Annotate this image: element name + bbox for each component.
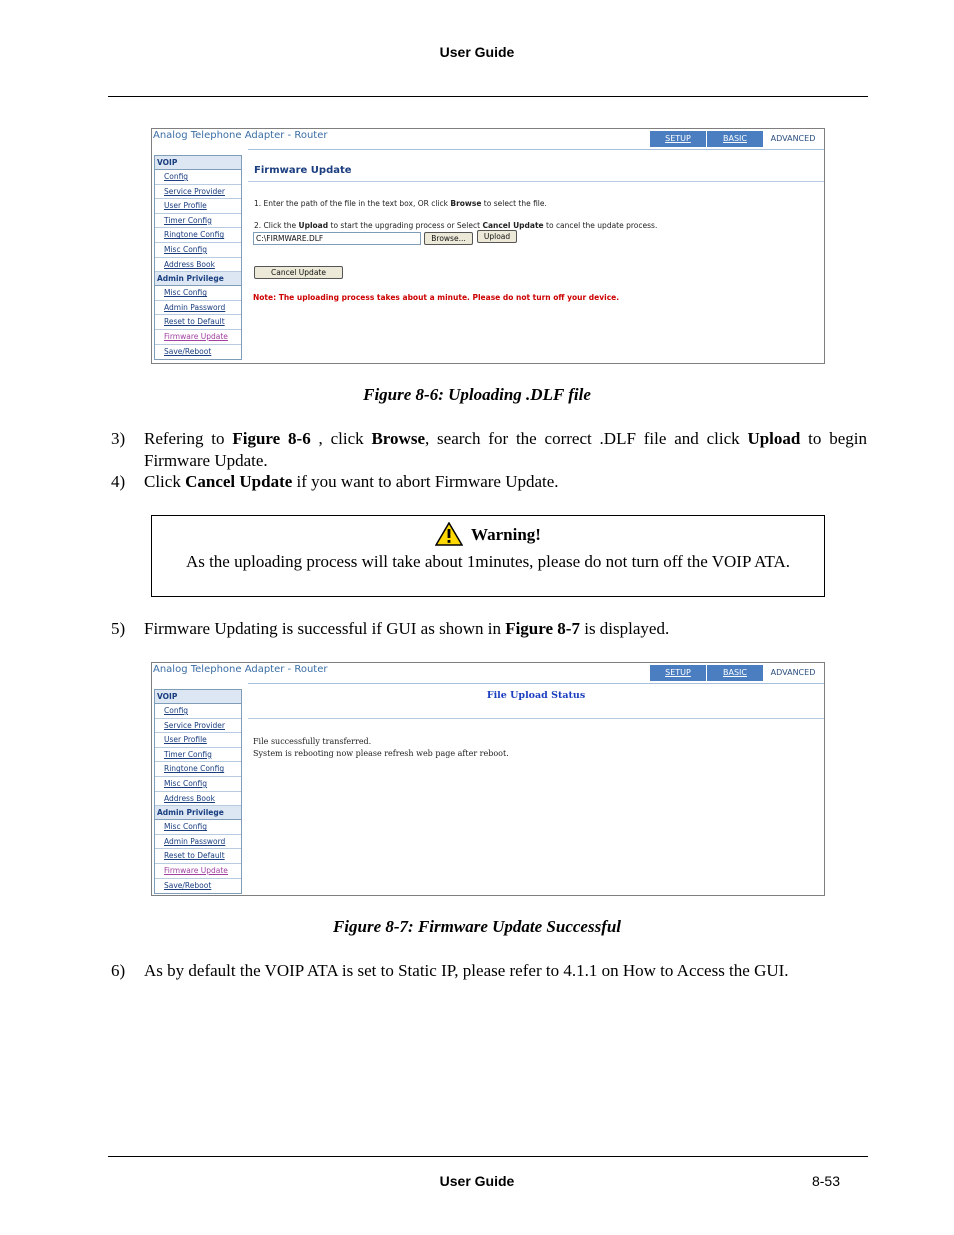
sidebar-section-admin: Admin Privilege (155, 806, 241, 820)
sidebar-item-firmware-update[interactable]: Firmware Update (155, 330, 241, 345)
warning-title: Warning! (435, 522, 541, 546)
status-line-2: System is rebooting now please refresh web page after reboot. (253, 749, 509, 758)
page-header: User Guide (439, 44, 515, 60)
page-number: 8-53 (811, 1173, 840, 1189)
tab-advanced-2[interactable]: ADVANCED (764, 665, 822, 681)
sidebar-item-address-book[interactable]: Address Book (155, 792, 241, 807)
status-line-1: File successfully transferred. (253, 737, 372, 746)
page-title: Firmware Update (254, 165, 352, 176)
sidebar-item-admin-password[interactable]: Admin Password (155, 301, 241, 316)
sidebar-item-admin-misc-config[interactable]: Misc Config (155, 286, 241, 301)
sidebar-item-timer-config[interactable]: Timer Config (155, 748, 241, 763)
tab-basic[interactable]: BASIC (707, 131, 763, 147)
sidebar-item-ringtone-config[interactable]: Ringtone Config (155, 762, 241, 777)
instruction-step2: 2. Click the Upload to start the upgrading process or Select Cancel Update to cancel the update process. (254, 221, 658, 230)
sidebar-item-admin-misc-config[interactable]: Misc Config (155, 820, 241, 835)
sidebar-item-save-reboot[interactable]: Save/Reboot (164, 880, 212, 890)
tab-basic-2[interactable]: BASIC (707, 665, 763, 681)
title-divider (248, 181, 824, 182)
step-3: 3) Refering to Figure 8-6 , click Browse, search for the correct .DLF file and click Upload to begin Firmware Update. (111, 429, 867, 470)
sidebar-item-admin-password[interactable]: Admin Password (155, 835, 241, 850)
sidebar-item-config[interactable]: Config (155, 170, 241, 185)
sidebar-item-misc-config[interactable]: Misc Config (155, 777, 241, 792)
sidebar (154, 155, 242, 360)
sidebar-item-address-book[interactable]: Address Book (155, 258, 241, 273)
upload-note: Note: The uploading process takes about a minute. Please do not turn off your device. (253, 293, 620, 302)
footer-rule (108, 1156, 868, 1157)
step-5: 5) Firmware Updating is successful if GUI as shown in Figure 8-7 is displayed. (111, 619, 670, 638)
page-footer: User Guide (439, 1173, 515, 1189)
sidebar-item-user-profile[interactable]: User Profile (155, 733, 241, 748)
sidebar-item-reset-to-default[interactable]: Reset to Default (155, 849, 241, 864)
page-title-2: File Upload Status (486, 690, 586, 701)
upload-status-screenshot (151, 662, 825, 896)
upload-button[interactable]: Upload (477, 230, 517, 243)
sidebar-item-ringtone-config[interactable]: Ringtone Config (155, 228, 241, 243)
sidebar-item-save-reboot[interactable]: Save/Reboot (164, 346, 212, 356)
browse-button[interactable]: Browse... (424, 232, 473, 245)
app-title-2: Analog Telephone Adapter - Router (153, 664, 328, 675)
sidebar-item-timer-config[interactable]: Timer Config (155, 214, 241, 229)
firmware-update-screenshot (151, 128, 825, 364)
cancel-update-button[interactable]: Cancel Update (254, 266, 343, 279)
sidebar-item-user-profile[interactable]: User Profile (155, 199, 241, 214)
sidebar-item-misc-config[interactable]: Misc Config (155, 243, 241, 258)
sidebar-section-admin: Admin Privilege (155, 272, 241, 286)
figure-8-7-caption: Figure 8-7: Firmware Update Successful (332, 917, 622, 936)
sidebar-item-config[interactable]: Config (155, 704, 241, 719)
top-divider-2 (248, 683, 824, 684)
step-4: 4) Click Cancel Update if you want to abort Firmware Update. (111, 472, 559, 491)
sidebar-item-service-provider[interactable]: Service Provider (155, 719, 241, 734)
file-path-input[interactable]: C:\FIRMWARE.DLF (253, 232, 421, 245)
tab-setup[interactable]: SETUP (650, 131, 706, 147)
nav-tabs (649, 131, 822, 147)
warning-text: As the uploading process will take about 1minutes, please do not turn off the VOIP ATA. (185, 552, 791, 571)
header-rule (108, 96, 868, 97)
sidebar-item-firmware-update[interactable]: Firmware Update (155, 864, 241, 879)
app-title: Analog Telephone Adapter - Router (153, 130, 328, 141)
sidebar-section-voip: VOIP (155, 156, 241, 170)
tab-advanced[interactable]: ADVANCED (764, 131, 822, 147)
step-6: 6) As by default the VOIP ATA is set to Static IP, please refer to 4.1.1 on How to Access the GUI. (111, 961, 789, 980)
sidebar-item-reset-to-default[interactable]: Reset to Default (155, 315, 241, 330)
warning-box (151, 515, 825, 597)
sidebar-section-voip: VOIP (155, 690, 241, 704)
sidebar-2 (154, 689, 242, 894)
tab-setup-2[interactable]: SETUP (650, 665, 706, 681)
instruction-step1: 1. Enter the path of the file in the text box, OR click Browse to select the file. (254, 199, 547, 208)
figure-8-6-caption: Figure 8-6: Uploading .DLF file (363, 385, 591, 404)
warning-icon (435, 522, 463, 546)
top-divider (248, 149, 824, 150)
nav-tabs-2 (649, 665, 822, 681)
title-divider-2 (248, 718, 824, 719)
sidebar-item-service-provider[interactable]: Service Provider (155, 185, 241, 200)
